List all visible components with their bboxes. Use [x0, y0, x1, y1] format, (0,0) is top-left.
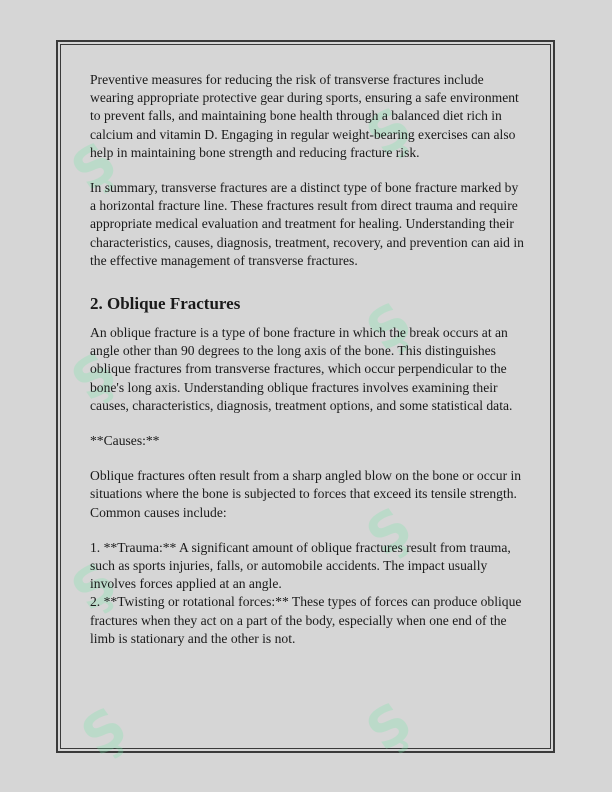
watermark-logo: Ş	[60, 549, 129, 624]
watermark-logo: Ş	[355, 289, 424, 364]
watermark-logo: Ş	[60, 129, 129, 204]
watermark-logo: Ş	[70, 694, 139, 769]
section-heading: 2. Oblique Fractures	[90, 294, 241, 314]
watermark-logo: Ş	[355, 94, 424, 169]
list-item: 1. **Trauma:** A significant amount of oblique fractures result from trauma, such as sports injuries, falls, or automobile accidents. The impact usually involves forces applied at an angle.	[90, 539, 511, 592]
paragraph-causes-intro: Oblique fractures often result from a sharp angled blow on the bone or occur in situations where the bone is subjected to forces that exceed its tensile strength. Common causes include:	[90, 468, 522, 520]
paragraph-oblique-intro: An oblique fracture is a type of bone fracture in which the break occurs at an angle other than 90 degrees to the long axis of the bone. This distinguishes oblique fractures from transverse fractures, which occur perpendicular to the bone's long axis. Understanding oblique fractures involves examining their causes, characteristics, diagnosis, treatment options, and some statistical data.	[90, 325, 513, 413]
paragraph-prevention: Preventive measures for reducing the risk of transverse fractures include wearing appropriate protective gear during sports, ensuring a safe environment to prevent falls, and maintaining bone health through a balanced diet rich in calcium and vitamin D. Engaging in regular weight-bearing exercises can also help in maintaining bone strength and reducing fracture risk.	[90, 72, 519, 160]
watermark-logo: Ş	[60, 339, 129, 414]
paragraph-summary: In summary, transverse fractures are a distinct type of bone fracture marked by a horizontal fracture line. These fractures result from direct trauma and require appropriate medical evaluation and treatment for healing. Understanding their characteristics, causes, diagnosis, treatment, recovery, and prevention can aid in the effective management of transverse fractures.	[90, 180, 524, 268]
document-body	[90, 71, 526, 648]
list-item: 2. **Twisting or rotational forces:** These types of forces can produce oblique fractures when they act on a part of the body, especially when one end of the limb is stationary and the other is not.	[90, 594, 522, 646]
watermark-logo: Ş	[355, 689, 424, 764]
causes-label: **Causes:**	[90, 433, 160, 449]
watermark-logo: Ş	[355, 494, 424, 569]
